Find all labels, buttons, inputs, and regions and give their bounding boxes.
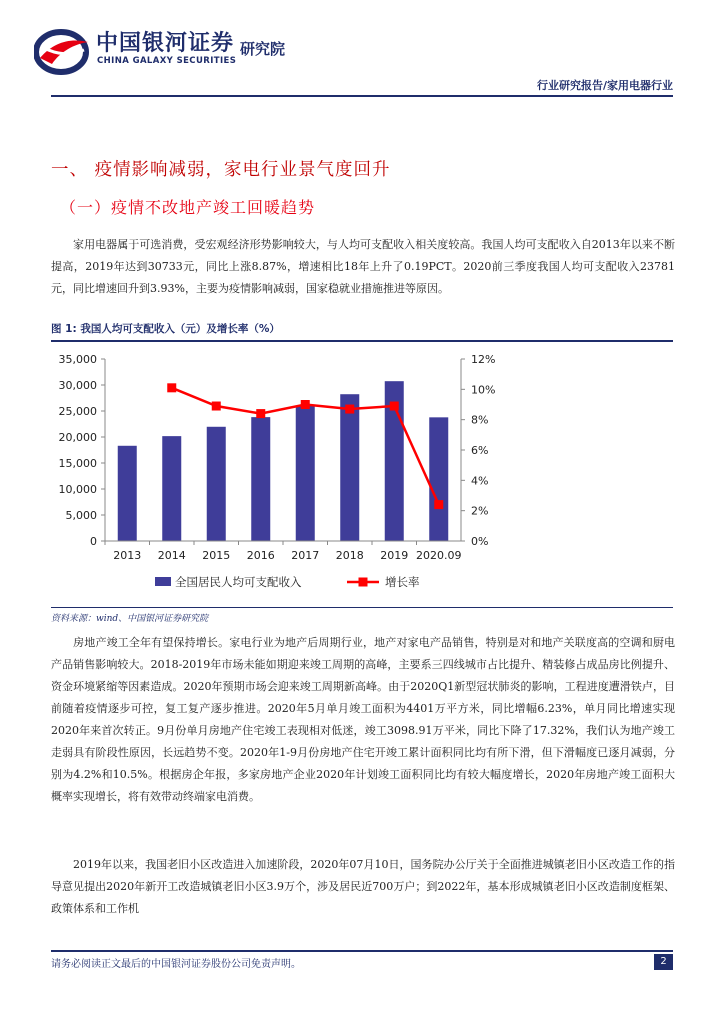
x-tick-label: 2015 bbox=[202, 549, 231, 562]
left-tick-label: 20,000 bbox=[58, 431, 97, 444]
left-tick-label: 10,000 bbox=[58, 483, 97, 496]
income-bar bbox=[251, 417, 270, 541]
growth-point bbox=[212, 402, 221, 411]
income-bar bbox=[162, 436, 181, 541]
legend-line-marker bbox=[359, 578, 368, 587]
paragraph-1-text: 家用电器属于可选消费，受宏观经济形势影响较大，与人均可支配收入相关度较高。我国人均可支配收入自2013年以来不断提高，2019年达到30733元，同比上涨8.87%，增速相比18年上升了0.19PCT。2020前三季度我国人均可支配收入23781元，同比增速回升到3.93%，主要为疫情影响减弱，国家稳就业措施推进等原因。 bbox=[51, 238, 675, 295]
brand-department: 研究院 bbox=[240, 40, 286, 58]
growth-point bbox=[390, 402, 399, 411]
right-tick-label: 0% bbox=[471, 535, 489, 548]
growth-point bbox=[345, 405, 354, 414]
figure-title: 图 1: 我国人均可支配收入（元）及增长率（%） bbox=[51, 323, 280, 335]
left-tick-label: 15,000 bbox=[58, 457, 97, 470]
income-bar bbox=[207, 427, 226, 541]
legend-bar-label: 全国居民人均可支配收入 bbox=[175, 575, 302, 589]
growth-point bbox=[301, 400, 310, 409]
left-tick-label: 0 bbox=[90, 535, 97, 548]
paragraph-3 bbox=[51, 854, 675, 920]
legend-bar-swatch bbox=[155, 577, 171, 586]
income-bar bbox=[118, 446, 137, 541]
income-growth-chart bbox=[51, 342, 673, 606]
x-tick-label: 2018 bbox=[335, 549, 364, 562]
footer-disclaimer: 请务必阅读正文最后的中国银河证券股份公司免责声明。 bbox=[51, 959, 301, 970]
right-tick-label: 2% bbox=[471, 504, 489, 518]
x-tick-label: 2020.09 bbox=[416, 549, 462, 562]
right-tick-label: 6% bbox=[471, 444, 489, 457]
section-heading: 一、 疫情影响减弱，家电行业景气度回升 bbox=[51, 160, 391, 180]
galaxy-logo-icon bbox=[34, 28, 92, 76]
x-tick-label: 2017 bbox=[291, 549, 320, 562]
brand-name-en: CHINA GALAXY SECURITIES bbox=[97, 56, 237, 66]
figure-bottom-rule bbox=[51, 607, 673, 608]
legend-line-label: 增长率 bbox=[385, 575, 420, 589]
left-tick-label: 35,000 bbox=[58, 353, 97, 366]
growth-point bbox=[434, 500, 443, 509]
paragraph-2 bbox=[51, 632, 675, 808]
chart-legend bbox=[155, 575, 420, 589]
header-divider bbox=[51, 95, 673, 97]
paragraph-1 bbox=[51, 234, 675, 300]
brand-logo bbox=[34, 22, 314, 82]
right-tick-label: 10% bbox=[471, 383, 496, 397]
left-tick-label: 25,000 bbox=[58, 405, 97, 418]
x-tick-label: 2013 bbox=[113, 549, 142, 562]
paragraph-2-text: 房地产竣工全年有望保持增长。家电行业为地产后周期行业，地产对家电产品销售，特别是对和地产关联度高的空调和厨电产品销售影响较大。2018-2019年市场未能如期迎来竣工周期的高峰，主要系三四线城市占比提升、精装修占成品房比例提升、资金环境紧缩等因素造成。2020年预期市场会迎来竣工周期新高峰。由于2020Q1新型冠状肺炎的影响，工程进度遭滑铁卢，目前随着疫情逐步可控，复工复产逐步推进。2020年5月单月竣工面积为4401万平方米，同比增幅6.23%，单月同比增速实现2020年来首次转正。9月份单月房地产住宅竣工表现相对低迷，竣工3098.91万平米，同比下降了17.32%，我们认为地产竣工走弱具有阶段性原因，长远趋势不变。2020年1-9月份房地产住宅开竣工累计面积同比均有所下滑，但下滑幅度已逐月减弱，分别为4.2%和10.5%。根据房企年报，多家房地产企业2020年计划竣工面积同比均有较大幅度增长，2020年房地产竣工面积大概率实现增长，将有效带动终端家电消费。 bbox=[51, 636, 675, 803]
footer-divider bbox=[51, 950, 673, 952]
right-axis bbox=[461, 353, 495, 548]
growth-point bbox=[256, 409, 265, 418]
x-axis-labels bbox=[105, 541, 462, 562]
x-tick-label: 2019 bbox=[380, 549, 409, 562]
income-bar bbox=[296, 406, 315, 541]
left-axis bbox=[59, 353, 106, 548]
subsection-heading: （一）疫情不改地产竣工回暖趋势 bbox=[60, 198, 316, 217]
paragraph-3-text: 2019年以来，我国老旧小区改造进入加速阶段，2020年07月10日，国务院办公厅关于全面推进城镇老旧小区改造工作的指导意见提出2020年新开工改造城镇老旧小区3.9万个，涉及居民近700万户；到2022年，基本形成城镇老旧小区改造制度框架、政策体系和工作机 bbox=[51, 858, 675, 915]
report-type: 行业研究报告/家用电器行业 bbox=[536, 79, 673, 92]
brand-name-cn: 中国银河证券 bbox=[96, 31, 235, 56]
income-bar bbox=[429, 417, 448, 541]
page-number: 2 bbox=[654, 954, 673, 970]
right-tick-label: 8% bbox=[471, 413, 489, 427]
x-tick-label: 2016 bbox=[246, 549, 275, 562]
right-tick-label: 12% bbox=[471, 353, 496, 366]
x-tick-label: 2014 bbox=[157, 549, 186, 562]
figure-source: 资料来源：wind、中国银河证券研究院 bbox=[51, 614, 209, 624]
income-bar bbox=[340, 394, 359, 541]
left-tick-label: 30,000 bbox=[58, 379, 97, 392]
page-header bbox=[0, 0, 724, 100]
growth-point bbox=[167, 383, 176, 392]
right-tick-label: 4% bbox=[471, 474, 489, 488]
left-tick-label: 5,000 bbox=[65, 509, 97, 522]
